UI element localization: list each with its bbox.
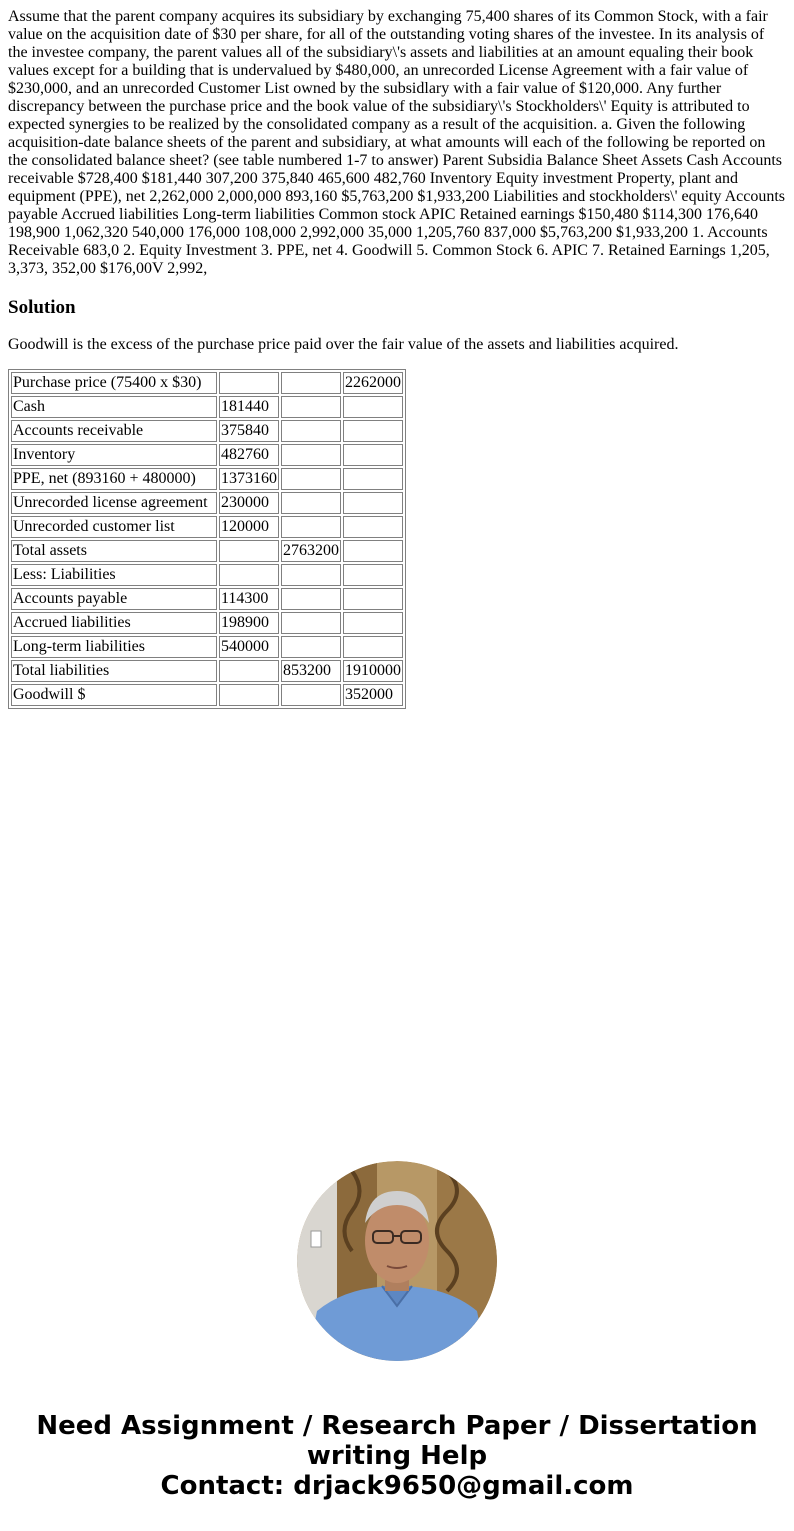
author-portrait-image (297, 1161, 497, 1361)
table-row (11, 636, 403, 658)
page-content (0, 8, 794, 709)
amount-cell (281, 444, 341, 466)
row-label-cell: Total assets (11, 540, 217, 562)
amount-cell (343, 492, 403, 514)
table-row (11, 516, 403, 538)
promo-line-1: Need Assignment / Research Paper / Dissertation (36, 1411, 758, 1441)
table-row (11, 492, 403, 514)
amount-cell (343, 588, 403, 610)
amount-cell (343, 564, 403, 586)
row-label-cell: Unrecorded license agreement (11, 492, 217, 514)
row-label-cell: Accounts receivable (11, 420, 217, 442)
amount-cell (343, 612, 403, 634)
row-label-cell: Purchase price (75400 x $30) (11, 372, 217, 394)
promo-contact: Contact: drjack9650@gmail.com (160, 1471, 634, 1501)
amount-cell (281, 588, 341, 610)
amount-cell (281, 372, 341, 394)
amount-cell: 198900 (219, 612, 279, 634)
table-row (11, 444, 403, 466)
table-row (11, 468, 403, 490)
table-row (11, 540, 403, 562)
table-row (11, 372, 403, 394)
amount-cell (219, 660, 279, 682)
amount-cell (219, 564, 279, 586)
amount-cell (281, 420, 341, 442)
table-row (11, 588, 403, 610)
amount-cell (281, 516, 341, 538)
amount-cell (343, 396, 403, 418)
amount-cell (343, 444, 403, 466)
amount-cell: 2763200 (281, 540, 341, 562)
goodwill-table (8, 369, 406, 709)
author-photo (297, 1161, 497, 1361)
amount-cell (219, 540, 279, 562)
table-row (11, 660, 403, 682)
row-label-cell: Accrued liabilities (11, 612, 217, 634)
promo-banner (0, 1411, 794, 1501)
amount-cell: 2262000 (343, 372, 403, 394)
amount-cell (343, 540, 403, 562)
amount-cell (281, 468, 341, 490)
solution-heading: Solution (8, 297, 76, 318)
amount-cell (281, 492, 341, 514)
table-row (11, 684, 403, 706)
row-label-cell: Inventory (11, 444, 217, 466)
amount-cell: 114300 (219, 588, 279, 610)
amount-cell (281, 636, 341, 658)
amount-cell (343, 468, 403, 490)
amount-cell (219, 684, 279, 706)
row-label-cell: Goodwill $ (11, 684, 217, 706)
table-row (11, 396, 403, 418)
amount-cell (343, 420, 403, 442)
amount-cell: 540000 (219, 636, 279, 658)
row-label-cell: Cash (11, 396, 217, 418)
row-label-cell: Accounts payable (11, 588, 217, 610)
table-row (11, 420, 403, 442)
question-text: Assume that the parent company acquires its subsidiary by exchanging 75,400 shares of its Common Stock, with a fair value on the acquisition date of $30 per share, for all of the outstanding voting shares of the investee. In its analysis of the investee company, the parent values all of the subsidiary\'s assets and liabilities at an amount equaling their book values except for a building that is undervalued by $480,000, an unrecorded License Agreement with a fair value of $230,000, and an unrecorded Customer List owned by the subsidlary with a fair value of $120,000. Any further discrepancy between the purchase price and the book value of the subsidiary\'s Stockholders\' Equity is attributed to expected synergies to be realized by the consolidated company as a result of the acquisition. a. Given the following acquisition-date balance sheets of the parent and subsidiary, at what amounts will each of the following be reported on the consolidated balance sheet? (see table numbered 1-7 to answer) Parent Subsidia Balance Sheet Assets Cash Accounts receivable $728,400 $181,440 307,200 375,840 465,600 482,760 Inventory Equity investment Property, plant and equipment (PPE), net 2,262,000 2,000,000 893,160 $5,763,200 $1,933,200 Liabilities and stockholders\' equity Accounts payable Accrued liabilities Long-term liabilities Common stock APIC Retained earnings $150,480 $114,300 176,640 198,900 1,062,320 540,000 176,000 108,000 2,992,000 35,000 1,205,760 837,000 $5,763,200 $1,933,200 1. Accounts Receivable 683,0 2. Equity Investment 3. PPE, net 4. Goodwill 5. Common Stock 6. APIC 7. Retained Earnings 1,205, 3,373, 352,00 $176,00V 2,992, (8, 8, 786, 277)
amount-cell (281, 684, 341, 706)
table-row (11, 612, 403, 634)
row-label-cell: Total liabilities (11, 660, 217, 682)
amount-cell: 375840 (219, 420, 279, 442)
amount-cell: 181440 (219, 396, 279, 418)
amount-cell: 120000 (219, 516, 279, 538)
amount-cell: 230000 (219, 492, 279, 514)
amount-cell: 482760 (219, 444, 279, 466)
amount-cell: 1373160 (219, 468, 279, 490)
amount-cell: 1910000 (343, 660, 403, 682)
row-label-cell: Unrecorded customer list (11, 516, 217, 538)
row-label-cell: PPE, net (893160 + 480000) (11, 468, 217, 490)
table-row (11, 564, 403, 586)
solution-explanation: Goodwill is the excess of the purchase price paid over the fair value of the assets and liabilities acquired. (8, 336, 679, 353)
amount-cell: 853200 (281, 660, 341, 682)
amount-cell (343, 516, 403, 538)
amount-cell (281, 564, 341, 586)
amount-cell: 352000 (343, 684, 403, 706)
amount-cell (343, 636, 403, 658)
promo-line-2: writing Help (306, 1441, 488, 1471)
amount-cell (281, 396, 341, 418)
row-label-cell: Long-term liabilities (11, 636, 217, 658)
row-label-cell: Less: Liabilities (11, 564, 217, 586)
amount-cell (281, 612, 341, 634)
amount-cell (219, 372, 279, 394)
